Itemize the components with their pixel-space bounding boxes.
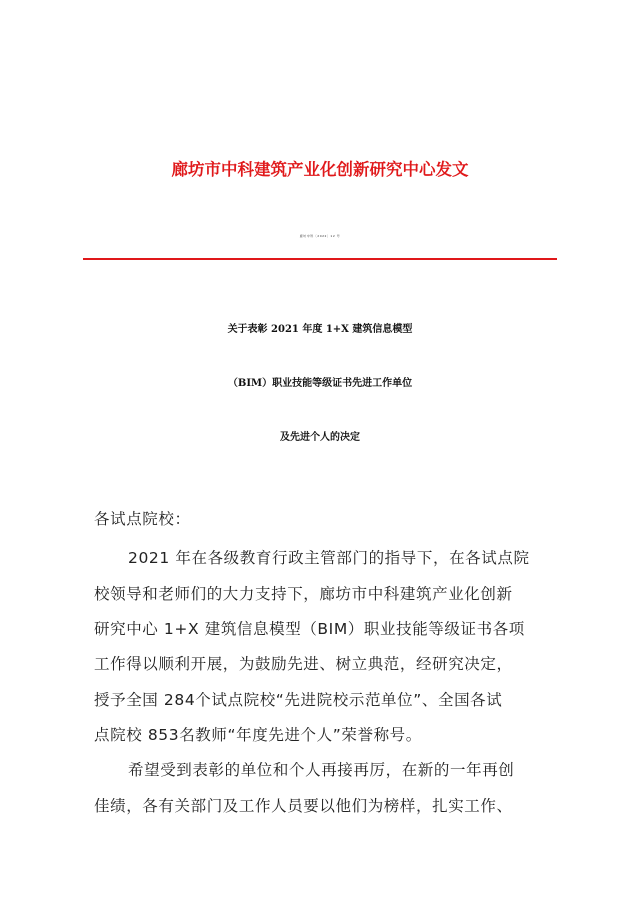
salutation: 各试点院校：: [94, 510, 191, 528]
paragraph-1-line-5: 授予全国 284个试点院校“先进院校示范单位”、全国各试: [94, 691, 503, 709]
document-number: 廊坊中科〔2022〕12 号: [299, 234, 341, 238]
paragraph-1-line-2: 校领导和老师们的大力支持下，廊坊市中科建筑产业化创新: [94, 585, 513, 603]
paragraph-2-line-1: 希望受到表彰的单位和个人再接再厉，在新的一年再创: [128, 761, 515, 779]
document-title-line-1: 关于表彰 2021 年度 1+X 建筑信息模型: [227, 324, 413, 335]
document-title-line-2: （BIM）职业技能等级证书先进工作单位: [227, 378, 413, 389]
red-divider-line: [83, 258, 557, 260]
document-title-line-3: 及先进个人的决定: [280, 432, 360, 443]
paragraph-1-line-1: 2021 年在各级教育行政主管部门的指导下，在各试点院: [128, 549, 530, 567]
paragraph-1-line-4: 工作得以顺利开展，为鼓励先进、树立典范，经研究决定，: [94, 655, 513, 673]
paragraph-2-line-2: 佳绩，各有关部门及工作人员要以他们为榜样，扎实工作、: [94, 797, 513, 815]
paragraph-1-line-6: 点院校 853名教师“年度先进个人”荣誉称号。: [94, 726, 422, 744]
issuing-organization-header: 廊坊市中科建筑产业化创新研究中心发文: [171, 160, 469, 179]
paragraph-1-line-3: 研究中心 1+X 建筑信息模型（BIM）职业技能等级证书各项: [94, 620, 525, 638]
